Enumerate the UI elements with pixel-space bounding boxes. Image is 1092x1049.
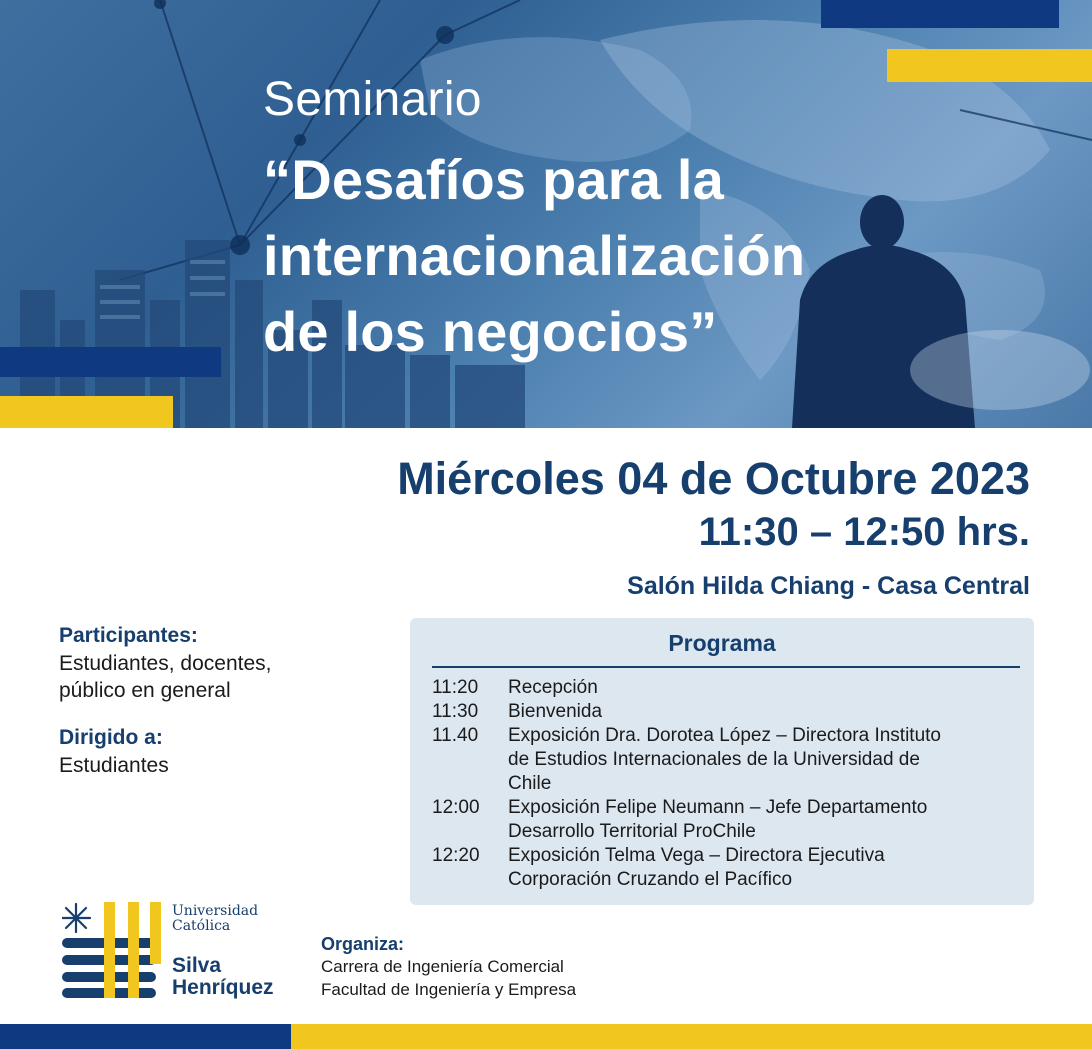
- schedule-item: [432, 844, 1032, 892]
- schedule-description-line: Desarrollo Territorial ProChile: [508, 821, 756, 842]
- audience-label: Dirigido a:: [59, 726, 163, 749]
- university-name-line: Henríquez: [172, 976, 274, 999]
- event-details: [397, 448, 1030, 606]
- seminar-title-line: “Desafíos para la: [263, 148, 724, 211]
- participants-group: [59, 622, 271, 704]
- top-right-yellow-bar: [887, 49, 1092, 82]
- schedule-time: 11:30: [432, 701, 479, 722]
- schedule-item: [432, 676, 1032, 700]
- schedule-description-line: Bienvenida: [508, 701, 603, 722]
- schedule-description-line: Corporación Cruzando el Pacífico: [508, 869, 793, 890]
- university-type-line: Católica: [172, 918, 231, 934]
- schedule-description-line: Recepción: [508, 677, 598, 698]
- seminar-title-line: internacionalización: [263, 224, 806, 287]
- university-logo: [62, 900, 302, 1004]
- left-yellow-bar: [0, 396, 173, 428]
- schedule-time: 11.40: [432, 725, 479, 746]
- left-navy-bar: [0, 347, 221, 377]
- organizer-line: Carrera de Ingeniería Comercial: [321, 957, 564, 976]
- schedule-item: [432, 724, 1032, 796]
- audience-text: Estudiantes: [59, 754, 169, 777]
- programa-panel: [410, 618, 1034, 905]
- schedule-list: [432, 676, 1032, 892]
- seminar-title: [263, 142, 805, 370]
- schedule-description: [508, 844, 1032, 892]
- schedule-description: [508, 676, 1032, 700]
- hero-text: [263, 70, 805, 370]
- schedule-description-line: de Estudios Internacionales de la Universidad de: [508, 749, 920, 770]
- footer-navy-bar: [0, 1024, 291, 1049]
- participants-line: Estudiantes, docentes,: [59, 652, 272, 675]
- programa-divider: [432, 666, 1020, 668]
- organizer-info: [321, 933, 576, 1001]
- organizer-line: Facultad de Ingeniería y Empresa: [321, 980, 577, 999]
- university-type-line: Universidad: [172, 903, 259, 919]
- seminar-title-line: de los negocios”: [263, 300, 718, 363]
- seminar-kicker: Seminario: [263, 73, 482, 126]
- event-date: Miércoles 04 de Octubre 2023: [397, 453, 1030, 504]
- event-venue: Salón Hilda Chiang - Casa Central: [627, 572, 1030, 600]
- schedule-description-line: Chile: [508, 773, 552, 794]
- participants-label: Participantes:: [59, 624, 198, 647]
- top-right-navy-bar: [821, 0, 1059, 28]
- audience-group: [59, 724, 271, 779]
- university-type: [172, 904, 258, 934]
- schedule-description: [508, 724, 1032, 796]
- schedule-description: [508, 700, 1032, 724]
- event-time: 11:30 – 12:50 hrs.: [698, 510, 1030, 554]
- university-name-line: Silva: [172, 954, 222, 977]
- footer-yellow-bar: [291, 1024, 1092, 1049]
- schedule-item: [432, 700, 1032, 724]
- schedule-time: 12:00: [432, 797, 480, 818]
- schedule-item: [432, 796, 1032, 844]
- schedule-description: [508, 796, 1032, 844]
- organizer-label: Organiza:: [321, 934, 405, 954]
- schedule-description-line: Exposición Dra. Dorotea López – Directora Instituto: [508, 725, 941, 746]
- schedule-description-line: Exposición Felipe Neumann – Jefe Departamento: [508, 797, 928, 818]
- participants-line: público en general: [59, 679, 231, 702]
- schedule-description-line: Exposición Telma Vega – Directora Ejecutiva: [508, 845, 885, 866]
- university-logo-icon: [62, 900, 162, 1000]
- audience-info: [59, 622, 271, 779]
- schedule-time: 12:20: [432, 845, 480, 866]
- hero-banner: [0, 0, 1092, 428]
- university-name: [172, 955, 274, 999]
- schedule-time: 11:20: [432, 677, 479, 698]
- programa-title: Programa: [668, 630, 776, 656]
